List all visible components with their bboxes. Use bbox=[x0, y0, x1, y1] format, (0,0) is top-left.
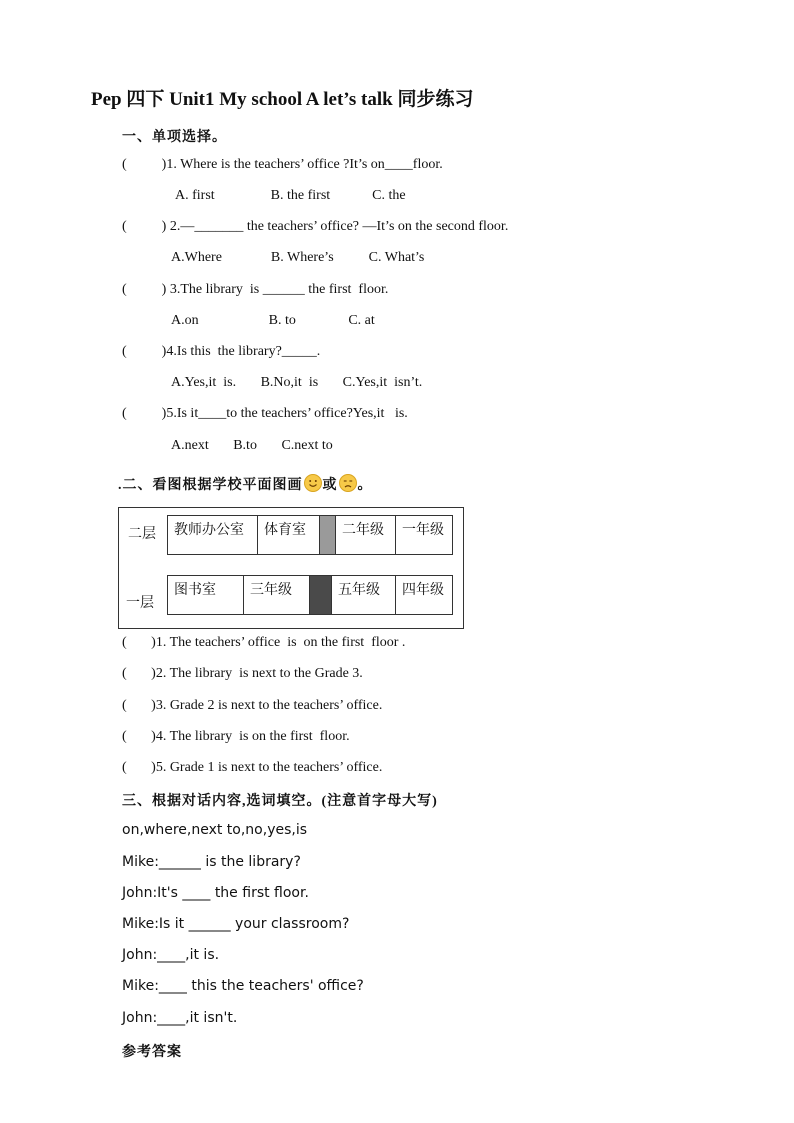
question-3: ( ) 3.The library is ______ the first floor. bbox=[122, 282, 389, 297]
question-1: ( )1. Where is the teachers’ office ?It’s on____floor. bbox=[122, 157, 443, 172]
question-2-options: A.Where B. Where’s C. What’s bbox=[171, 250, 425, 265]
room-grade-2: 二年级 bbox=[336, 516, 396, 554]
question-2: ( ) 2.—_______ the teachers’ office? —It’s on the second floor. bbox=[122, 219, 509, 234]
section2-heading-or: 或 bbox=[322, 478, 338, 493]
question-5: ( )5.Is it____to the teachers’ office?Yes,it is. bbox=[122, 406, 408, 421]
room-grade-1: 一年级 bbox=[402, 522, 444, 538]
dialogue-line-3: Mike:Is it ______ your classroom? bbox=[122, 916, 350, 932]
floor2-label: 二层 bbox=[128, 526, 156, 542]
section2-heading-end: 。 bbox=[357, 478, 373, 493]
word-bank: on,where,next to,no,yes,is bbox=[122, 822, 308, 838]
stairs-floor1 bbox=[310, 576, 332, 614]
section3-heading: 三、根据对话内容,选词填空。(注意首字母大写) bbox=[122, 794, 438, 809]
statement-3: ( )3. Grade 2 is next to the teachers’ office. bbox=[122, 698, 383, 713]
section1-heading: 一、单项选择。 bbox=[122, 130, 227, 145]
room-grade-5: 五年级 bbox=[332, 576, 396, 614]
dialogue-line-4: John:____,it is. bbox=[122, 947, 220, 963]
statement-1: ( )1. The teachers’ office is on the first floor . bbox=[122, 635, 406, 650]
statement-4: ( )4. The library is on the first floor. bbox=[122, 729, 350, 744]
room-library: 图书室 bbox=[168, 576, 244, 614]
floor1-row bbox=[167, 575, 453, 615]
answers-heading: 参考答案 bbox=[122, 1045, 182, 1060]
stairs-floor2 bbox=[320, 516, 336, 554]
statement-2: ( )2. The library is next to the Grade 3. bbox=[122, 666, 363, 681]
dialogue-line-2: John:It's ____ the first floor. bbox=[122, 885, 309, 901]
question-5-options: A.next B.to C.next to bbox=[171, 438, 333, 453]
dialogue-line-1: Mike:______ is the library? bbox=[122, 854, 301, 870]
dialogue-line-6: John:____,it isn't. bbox=[122, 1010, 238, 1026]
dialogue-line-5: Mike:____ this the teachers' office? bbox=[122, 978, 364, 994]
statement-5: ( )5. Grade 1 is next to the teachers’ office. bbox=[122, 760, 383, 775]
smiley-face-icon bbox=[304, 474, 322, 492]
question-3-options: A.on B. to C. at bbox=[171, 313, 375, 328]
question-1-options: A. first B. the first C. the bbox=[175, 188, 406, 203]
section2-heading-text: .二、看图根据学校平面图画 bbox=[118, 478, 303, 493]
question-4: ( )4.Is this the library?_____. bbox=[122, 344, 321, 359]
room-teachers-office: 教师办公室 bbox=[168, 516, 258, 554]
room-grade-4: 四年级 bbox=[402, 582, 444, 598]
section2-heading bbox=[118, 474, 373, 494]
school-floor-plan bbox=[118, 507, 464, 629]
room-grade-3: 三年级 bbox=[244, 576, 310, 614]
page-title: Pep 四下 Unit1 My school A let’s talk 同步练习 bbox=[91, 89, 474, 110]
question-4-options: A.Yes,it is. B.No,it is C.Yes,it isn’t. bbox=[171, 375, 423, 390]
room-pe-room: 体育室 bbox=[258, 516, 320, 554]
floor1-label: 一层 bbox=[126, 595, 154, 611]
floor2-row bbox=[167, 515, 453, 555]
sad-face-icon bbox=[339, 474, 357, 492]
